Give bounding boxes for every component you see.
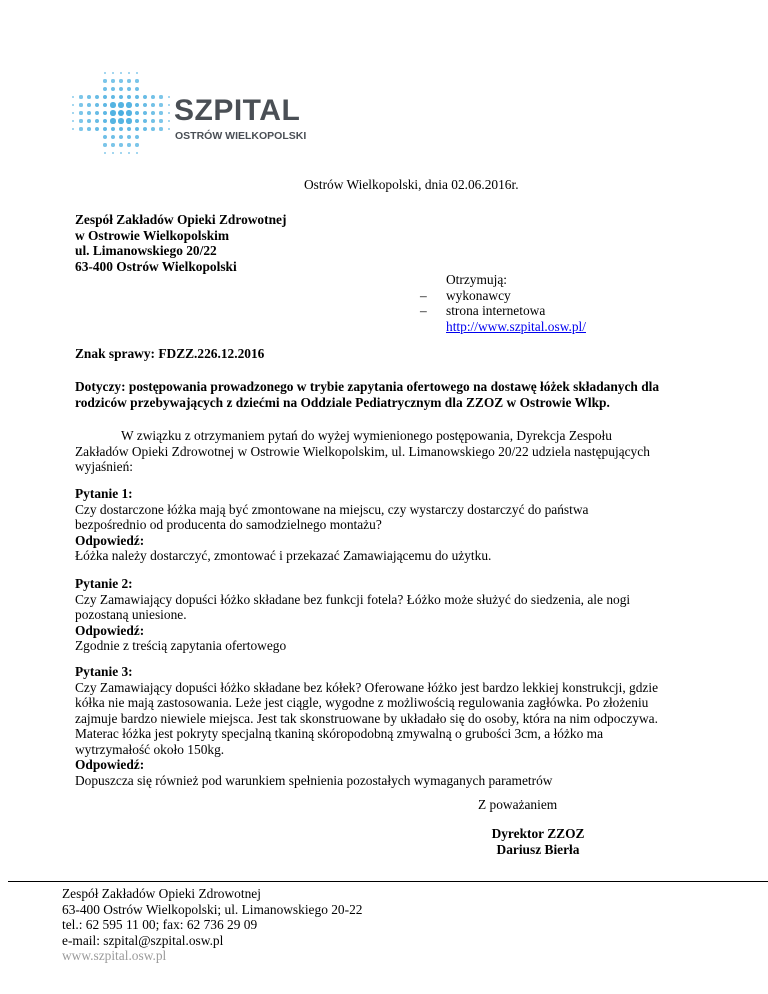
question-label: Pytanie 1: <box>75 486 133 501</box>
place-date: Ostrów Wielkopolski, dnia 02.06.2016r. <box>304 177 519 192</box>
logo-dot <box>159 95 162 98</box>
question-line: pozostaną uniesione. <box>75 607 187 622</box>
intro-line: wyjaśnień: <box>75 459 134 474</box>
answer-label: Odpowiedź: <box>75 622 145 638</box>
logo-dot <box>72 104 75 107</box>
logo-dot <box>87 111 91 115</box>
sender-line: w Ostrowie Wielkopolskim <box>75 227 230 243</box>
logo-dot <box>103 127 108 132</box>
logo-dot <box>79 103 82 106</box>
logo-dot <box>119 135 123 139</box>
logo-dot <box>168 104 171 107</box>
logo-dot <box>118 110 124 116</box>
logo-dot <box>87 119 91 123</box>
logo-dot <box>143 127 147 131</box>
logo-dot <box>151 119 155 123</box>
footer-line: Zespół Zakładów Opieki Zdrowotnej <box>62 886 261 901</box>
logo-name: SZPITAL <box>174 94 301 127</box>
logo-dot <box>79 127 82 130</box>
logo-dot <box>159 127 162 130</box>
logo-dot <box>103 119 108 124</box>
logo-dot <box>95 95 99 99</box>
intro-line: Zakładów Opieki Zdrowotnej w Ostrowie Wielkopolskim, ul. Limanowskiego 20/22 udziela następujących <box>75 443 650 459</box>
logo-dot <box>111 135 115 139</box>
logo-dot <box>112 152 115 155</box>
logo-dot <box>119 79 122 82</box>
recipient-label: wykonawcy <box>446 287 511 303</box>
logo-dot <box>135 135 139 139</box>
logo-dot <box>118 118 123 123</box>
logo-dot <box>135 119 140 124</box>
logo-dot <box>159 111 162 114</box>
website-link[interactable]: http://www.szpital.osw.pl/ <box>446 318 586 334</box>
logo-dot <box>127 79 130 82</box>
logo-dot <box>95 127 99 131</box>
logo-dot <box>168 96 171 99</box>
logo-dot <box>111 79 114 82</box>
logo-dot <box>103 95 108 100</box>
logo-dot <box>143 119 147 123</box>
logo-dot <box>79 119 82 122</box>
question-line: Czy Zamawiający dopuści łóżko składane bez kółek? Oferowane łóżko jest bardzo lekkiej konstrukcji, gdzie <box>75 679 659 695</box>
logo-dot <box>151 127 155 131</box>
intro-line: W związku z otrzymaniem pytań do wyżej wymienionego postępowania, Dyrekcja Zespołu <box>121 428 612 443</box>
logo-dot <box>119 87 123 91</box>
logo-dot <box>126 102 131 107</box>
question-line: Czy dostarczone łóżka mają być zmontowane na miejscu, czy wystarczy dostarczyć do państwa <box>75 501 589 517</box>
logo-dot <box>104 72 107 75</box>
logo-dot <box>159 103 162 106</box>
logo-dot <box>127 95 132 100</box>
question-line: Czy Zamawiający dopuści łóżko składane bez funkcji fotela? Łóżko może służyć do siedzenia, ale nogi <box>75 591 631 607</box>
qa-block-3 <box>75 664 715 788</box>
footer <box>62 886 362 964</box>
question-line: wytrzymałość około 150kg. <box>75 741 225 757</box>
case-reference: Znak sprawy: FDZZ.226.12.2016 <box>75 346 265 361</box>
logo-dot <box>79 95 82 98</box>
logo-dot <box>119 95 124 100</box>
logo-dot <box>72 112 75 115</box>
logo-dot <box>103 143 106 146</box>
logo-dot <box>127 143 130 146</box>
logo-dot <box>151 95 155 99</box>
logo-dot <box>110 118 115 123</box>
logo-dot <box>87 103 91 107</box>
recipients <box>420 272 586 334</box>
intro-paragraph <box>75 428 705 475</box>
logo-dot <box>168 128 171 131</box>
logo-dot <box>110 110 115 115</box>
logo-dot <box>127 135 131 139</box>
logo-dot <box>135 79 138 82</box>
logo-dot <box>135 95 140 100</box>
logo-dot <box>120 72 123 75</box>
logo-dot <box>95 103 99 107</box>
answer-line: Zgodnie z treścią zapytania ofertowego <box>75 638 287 653</box>
logo-dot <box>136 152 139 155</box>
medical-cross-icon <box>70 70 174 162</box>
answer-label: Odpowiedź: <box>75 757 145 772</box>
logo-dot <box>111 127 116 132</box>
logo-dot <box>87 127 91 131</box>
logo-dot <box>103 103 108 108</box>
sender-line: Zespół Zakładów Opieki Zdrowotnej <box>75 212 287 227</box>
sender-line: ul. Limanowskiego 20/22 <box>75 243 217 258</box>
logo-dot <box>103 79 106 82</box>
logo-dot <box>143 95 147 99</box>
logo-dot <box>135 127 140 132</box>
logo-dot <box>72 120 75 123</box>
logo-dot <box>126 118 131 123</box>
logo-dot <box>79 111 82 114</box>
logo-dot <box>119 127 124 132</box>
subject <box>75 379 705 410</box>
logo-dot <box>135 111 140 116</box>
dash-bullet: – <box>420 287 427 303</box>
question-label: Pytanie 2: <box>75 576 133 591</box>
logo-dot <box>168 112 171 115</box>
answer-line: Łóżka należy dostarczyć, zmontować i przekazać Zamawiającemu do użytku. <box>75 548 492 563</box>
question-line: zajmuje bardzo niewiele miejsca. Jest tak skonstruowane by układało się do osoby, która na nim odpoczywa. <box>75 710 658 726</box>
logo-dot <box>128 152 131 155</box>
logo-dot <box>151 103 155 107</box>
logo-dot <box>110 102 115 107</box>
logo-dot <box>103 87 107 91</box>
logo-dot <box>143 111 147 115</box>
logo-subtitle: OSTRÓW WIELKOPOLSKI <box>175 130 307 142</box>
question-label: Pytanie 3: <box>75 664 133 679</box>
logo-dot <box>119 143 122 146</box>
question-line: Materac łóżka jest pokryty specjalną tkaniną skóropodobną zmywalną o grubości 3cm, a łóżko ma <box>75 726 604 741</box>
answer-line: Dopuszcza się również pod warunkiem spełnienia pozostałych wymaganych parametrów <box>75 772 553 788</box>
signer-name: Dariusz Bierła <box>496 841 580 857</box>
sender-line: 63-400 Ostrów Wielkopolski <box>75 258 237 274</box>
logo-dot <box>118 102 123 107</box>
signature-block <box>478 826 598 857</box>
logo-dot <box>135 103 140 108</box>
footer-line: tel.: 62 595 11 00; fax: 62 736 29 09 <box>62 917 258 932</box>
logo-dot <box>135 143 138 146</box>
question-line: kółka nie mają zastosowania. Leże jest ciągle, wygodne z możliwością regulowania zagłówka. Po złożeniu <box>75 695 649 710</box>
footer-line: e-mail: szpital@szpital.osw.pl <box>62 932 224 948</box>
question-line: bezpośrednio od producenta do samodzielnego montażu? <box>75 517 382 532</box>
logo-dot <box>111 143 114 146</box>
hospital-logo <box>70 70 310 170</box>
logo-dot <box>104 152 107 155</box>
recipient-label: strona internetowa <box>446 303 546 318</box>
logo-dot <box>127 87 131 91</box>
subject-line: Dotyczy: postępowania prowadzonego w trybie zapytania ofertowego na dostawę łóżek składanych dla <box>75 379 660 394</box>
logo-dot <box>95 111 99 115</box>
logo-dot <box>135 87 139 91</box>
logo-dot <box>127 127 132 132</box>
logo-dot <box>103 135 107 139</box>
footer-divider <box>8 881 768 882</box>
logo-dot <box>112 72 115 75</box>
logo-dot <box>103 111 108 116</box>
qa-block-2 <box>75 576 715 654</box>
logo-dot <box>143 103 147 107</box>
signer-title: Dyrektor ZZOZ <box>491 826 585 841</box>
logo-dot <box>95 119 99 123</box>
logo-dot <box>111 87 115 91</box>
recipient-item <box>420 303 586 319</box>
logo-dot <box>111 95 116 100</box>
logo-dot <box>151 111 155 115</box>
logo-dot <box>72 96 75 99</box>
logo-dot <box>120 152 123 155</box>
subject-line: rodziców przebywających z dziećmi na Oddziale Pediatrycznym dla ZZOZ w Ostrowie Wlkp. <box>75 394 610 410</box>
footer-line: 63-400 Ostrów Wielkopolski; ul. Limanowskiego 20-22 <box>62 901 363 917</box>
sender-address <box>75 212 286 274</box>
recipients-title: Otrzymują: <box>446 272 507 287</box>
recipient-item <box>420 288 586 304</box>
logo-dot <box>72 128 75 131</box>
logo-dot <box>136 72 139 75</box>
qa-block-1 <box>75 486 715 564</box>
logo-dot <box>126 110 131 115</box>
logo-dot <box>87 95 91 99</box>
closing-greeting: Z poważaniem <box>478 797 558 812</box>
footer-website[interactable]: www.szpital.osw.pl <box>62 948 167 963</box>
answer-label: Odpowiedź: <box>75 532 145 548</box>
logo-dot <box>159 119 162 122</box>
logo-dot <box>128 72 131 75</box>
logo-dot <box>168 120 171 123</box>
dash-bullet: – <box>420 303 427 318</box>
